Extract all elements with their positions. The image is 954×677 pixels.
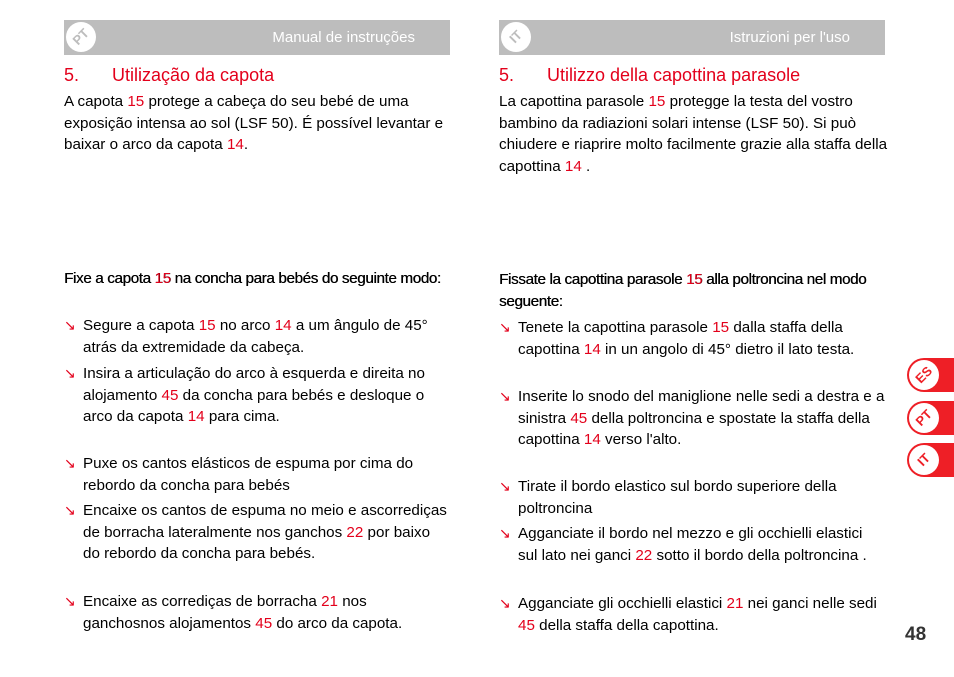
text-run: A capota xyxy=(64,93,128,110)
reference-number: 14 xyxy=(274,317,292,334)
step-text xyxy=(64,453,450,496)
text-run: protege a cabeça do seu bebé de uma exposição intensa ao sol (LSF 50). É possível levantar e baixar o arco da capota xyxy=(64,93,444,154)
language-tab-it[interactable] xyxy=(907,443,954,477)
step-text xyxy=(64,591,450,634)
text-run: in un angolo di 45° dietro il lato testa. xyxy=(600,340,855,358)
text-run: a um ângulo de 45° atrás da extremidade da cabeça. xyxy=(83,317,428,356)
section-number-it: 5. xyxy=(499,65,515,85)
section-title-pt xyxy=(64,64,450,86)
text-run: Agganciate il bordo nel mezzo e gli occhielli elastici sul lato nei ganci xyxy=(518,525,863,564)
reference-number: 45 xyxy=(518,616,535,634)
list-item xyxy=(64,363,450,428)
text-run: Encaixe os cantos de espuma no meio e ascorrediças de borracha lateralmente nos ganchos xyxy=(83,502,447,541)
intro-paragraph-pt xyxy=(64,91,454,156)
reference-number: 14 xyxy=(564,158,582,176)
section-number-pt: 5. xyxy=(64,65,80,85)
language-tab-es[interactable] xyxy=(907,358,954,392)
language-tab-pt[interactable] xyxy=(907,401,954,435)
text-run: della poltroncina e spostate la staffa della capottina xyxy=(518,409,870,449)
list-item xyxy=(499,317,885,360)
page-number: 48 xyxy=(905,624,927,645)
subheading-pt xyxy=(64,268,454,290)
arrow-bullet-icon: ↘ xyxy=(64,502,76,518)
header-title-pt: Manual de instruções xyxy=(272,29,415,46)
header-bar-it xyxy=(499,20,885,55)
text-run: no arco xyxy=(215,317,275,334)
arrow-bullet-icon: ↘ xyxy=(64,455,76,471)
reference-number: 21 xyxy=(726,595,744,612)
text-run: na concha para bebés do seguinte modo: xyxy=(170,270,441,287)
language-badge-pt: PT xyxy=(60,16,102,58)
list-item xyxy=(499,593,885,636)
list-item xyxy=(499,476,885,519)
section-heading-pt: Utilização da capota xyxy=(112,65,275,85)
reference-number: 14 xyxy=(583,431,601,449)
reference-number: 14 xyxy=(583,340,601,358)
language-tab-label: PT xyxy=(903,397,945,439)
step-text xyxy=(64,500,450,565)
subheading-it xyxy=(499,269,889,312)
reference-number: 45 xyxy=(570,409,588,427)
arrow-bullet-icon: ↘ xyxy=(499,478,511,494)
text-run: Puxe os cantos elásticos de espuma por cima do rebordo da concha para bebés xyxy=(83,455,414,494)
arrow-bullet-icon: ↘ xyxy=(499,525,511,541)
intro-paragraph-it xyxy=(499,91,889,178)
text-run: . xyxy=(243,136,249,154)
arrow-bullet-icon: ↘ xyxy=(499,388,511,404)
reference-number: 15 xyxy=(686,271,703,288)
reference-number: 22 xyxy=(635,546,653,564)
reference-number: 21 xyxy=(321,593,338,610)
text-run: Inserite lo snodo del maniglione nelle sedi a destra e a sinistra xyxy=(518,388,885,427)
language-tab-label: ES xyxy=(903,354,945,396)
header-bar-pt xyxy=(64,20,450,55)
reference-number: 14 xyxy=(187,408,205,426)
step-text xyxy=(64,315,450,358)
list-item xyxy=(499,386,885,451)
text-run: alla poltroncina nel modo seguente: xyxy=(499,271,867,310)
reference-number: 15 xyxy=(648,93,666,110)
arrow-bullet-icon: ↘ xyxy=(64,365,76,381)
reference-number: 15 xyxy=(127,93,145,110)
header-title-it: Istruzioni per l'uso xyxy=(729,29,850,46)
text-run: dalla staffa della capottina xyxy=(518,319,843,358)
language-tab-label: IT xyxy=(903,439,945,481)
arrow-bullet-icon: ↘ xyxy=(64,593,76,609)
reference-number: 15 xyxy=(154,270,171,287)
text-run: Segure a capota xyxy=(83,317,199,334)
language-badge-it: IT xyxy=(495,16,537,58)
text-run: Encaixe as corrediças de borracha xyxy=(83,593,322,610)
step-text xyxy=(499,317,885,360)
list-item xyxy=(499,523,885,566)
text-run: Fissate la capottina parasole xyxy=(499,271,687,288)
reference-number: 45 xyxy=(255,614,273,632)
reference-number: 45 xyxy=(161,386,179,404)
reference-number: 15 xyxy=(712,319,730,336)
arrow-bullet-icon: ↘ xyxy=(499,595,511,611)
list-item xyxy=(64,315,450,358)
text-run: Tirate il bordo elastico sul bordo superiore della poltroncina xyxy=(518,478,837,517)
text-run: por baixo do rebordo da concha para bebés. xyxy=(83,523,431,563)
list-item xyxy=(64,453,450,496)
arrow-bullet-icon: ↘ xyxy=(499,319,511,335)
text-run: Tenete la capottina parasole xyxy=(518,319,713,336)
reference-number: 22 xyxy=(346,523,364,541)
text-run: verso l'alto. xyxy=(600,431,682,449)
text-run: Agganciate gli occhielli elastici xyxy=(518,595,727,612)
section-heading-it: Utilizzo della capottina parasole xyxy=(547,65,801,85)
text-run: della staffa della capottina. xyxy=(534,616,719,634)
text-run: protegge la testa del vostro bambino da radiazioni solari intense (LSF 50). Si può chiudere e riaprire molto facilmente grazie alla staffa della capottina xyxy=(499,93,888,176)
step-text xyxy=(499,523,885,566)
text-run: da concha para bebés e desloque o arco da capota xyxy=(83,386,425,426)
text-run: nei ganci nelle sedi xyxy=(743,595,877,612)
text-run: . xyxy=(581,158,591,176)
section-title-it xyxy=(499,64,885,86)
text-run: nos ganchosnos alojamentos xyxy=(83,593,367,632)
step-text xyxy=(499,476,885,519)
step-text xyxy=(499,593,885,636)
arrow-bullet-icon: ↘ xyxy=(64,317,76,333)
text-run: Insira a articulação do arco à esquerda e direita no alojamento xyxy=(83,365,425,404)
list-item xyxy=(64,500,450,565)
list-item xyxy=(64,591,450,634)
reference-number: 14 xyxy=(226,136,244,154)
text-run: La capottina parasole xyxy=(499,93,649,110)
text-run: sotto il bordo della poltroncina . xyxy=(652,546,867,564)
text-run: Fixe a capota xyxy=(64,270,155,287)
text-run: do arco da capota. xyxy=(272,614,403,632)
reference-number: 15 xyxy=(198,317,216,334)
text-run: para cima. xyxy=(204,408,280,426)
step-text xyxy=(499,386,885,451)
step-text xyxy=(64,363,450,428)
